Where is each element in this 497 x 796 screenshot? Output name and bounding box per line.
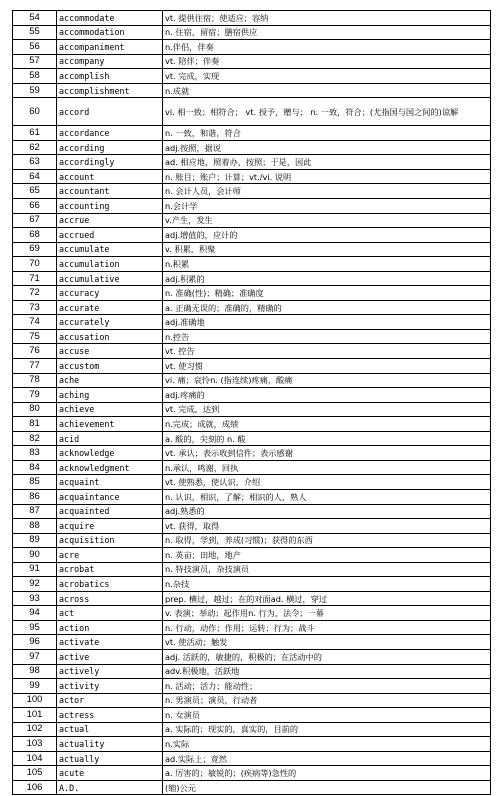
table-row [13, 708, 491, 723]
word-cell: achieve [57, 402, 163, 417]
table-row [13, 213, 491, 228]
word-cell: acknowledgment [57, 460, 163, 475]
word-cell: according [57, 140, 163, 155]
table-row [13, 329, 491, 344]
word-cell: accustom [57, 359, 163, 374]
table-row [13, 169, 491, 184]
row-number: 75 [13, 329, 57, 344]
row-number: 68 [13, 228, 57, 243]
meaning-cell: n.积累 [163, 257, 491, 272]
meaning-cell: adj.按照，据说 [163, 140, 491, 155]
word-cell: acquire [57, 519, 163, 534]
meaning-cell: v. 表演；举动；起作用n. 行为，法令；一幕 [163, 606, 491, 621]
vocabulary-rows [13, 11, 491, 795]
meaning-cell: a. 实际的；现实的，真实的，目前的 [163, 722, 491, 737]
word-cell: actress [57, 708, 163, 723]
word-cell: accommodate [57, 11, 163, 26]
vocabulary-table [12, 10, 491, 795]
table-row [13, 649, 491, 664]
row-number: 88 [13, 519, 57, 534]
table-row [13, 548, 491, 563]
word-cell: active [57, 649, 163, 664]
row-number: 87 [13, 504, 57, 519]
row-number: 102 [13, 722, 57, 737]
meaning-cell: adj.增值的，应计的 [163, 228, 491, 243]
row-number: 69 [13, 242, 57, 257]
meaning-cell: n. 会计人员，会计师 [163, 184, 491, 199]
table-row [13, 533, 491, 548]
row-number: 60 [13, 98, 57, 126]
meaning-cell: vt. 完成，达到 [163, 402, 491, 417]
table-row [13, 155, 491, 170]
meaning-cell: n. 女演员 [163, 708, 491, 723]
word-cell: acrobatics [57, 577, 163, 592]
row-number: 105 [13, 766, 57, 781]
word-cell: accusation [57, 329, 163, 344]
meaning-cell: adj.疼痛的 [163, 388, 491, 403]
word-cell: accomplishment [57, 83, 163, 98]
table-row [13, 475, 491, 490]
row-number: 65 [13, 184, 57, 199]
word-cell: ache [57, 373, 163, 388]
word-cell: activity [57, 679, 163, 694]
meaning-cell: vt. 使熟悉，使认识，介绍 [163, 475, 491, 490]
word-cell: accompaniment [57, 40, 163, 55]
meaning-cell: adv.积极地，活跃地 [163, 664, 491, 679]
meaning-cell: n.完成；成就，成绩 [163, 417, 491, 432]
row-number: 58 [13, 69, 57, 84]
row-number: 57 [13, 54, 57, 69]
row-number: 101 [13, 708, 57, 723]
row-number: 103 [13, 737, 57, 752]
table-row [13, 504, 491, 519]
meaning-cell: adj.准确地 [163, 315, 491, 330]
table-row [13, 591, 491, 606]
table-row [13, 228, 491, 243]
word-cell: actually [57, 751, 163, 766]
word-cell: activate [57, 635, 163, 650]
row-number: 100 [13, 693, 57, 708]
meaning-cell: adj.积累的 [163, 271, 491, 286]
row-number: 83 [13, 446, 57, 461]
word-cell: accommodation [57, 25, 163, 40]
meaning-cell: n. 特技演员，杂技演员 [163, 562, 491, 577]
table-row [13, 199, 491, 214]
table-row [13, 431, 491, 446]
row-number: 72 [13, 286, 57, 301]
word-cell: accrue [57, 213, 163, 228]
meaning-cell: n. 一致，和谐，符合 [163, 126, 491, 141]
table-row [13, 11, 491, 26]
row-number: 56 [13, 40, 57, 55]
meaning-cell: n.成就 [163, 83, 491, 98]
table-row [13, 271, 491, 286]
meaning-cell: n. 准确(性)；精确；准确度 [163, 286, 491, 301]
table-row [13, 83, 491, 98]
word-cell: accumulation [57, 257, 163, 272]
row-number: 77 [13, 359, 57, 374]
row-number: 92 [13, 577, 57, 592]
table-row [13, 69, 491, 84]
word-cell: aching [57, 388, 163, 403]
table-row [13, 388, 491, 403]
word-cell: action [57, 620, 163, 635]
table-row [13, 25, 491, 40]
word-cell: acquainted [57, 504, 163, 519]
word-cell: acquaint [57, 475, 163, 490]
table-row [13, 242, 491, 257]
meaning-cell: vt. 承认；表示收到信件；表示感谢 [163, 446, 491, 461]
meaning-cell: a. 正确无误的；准确的，精确的 [163, 300, 491, 315]
meaning-cell: v.产生，发生 [163, 213, 491, 228]
meaning-cell: n.杂技 [163, 577, 491, 592]
table-row [13, 679, 491, 694]
table-row [13, 751, 491, 766]
row-number: 98 [13, 664, 57, 679]
row-number: 64 [13, 169, 57, 184]
table-row [13, 417, 491, 432]
row-number: 90 [13, 548, 57, 563]
table-row [13, 562, 491, 577]
word-cell: acquaintance [57, 489, 163, 504]
word-cell: accomplish [57, 69, 163, 84]
meaning-cell: vi. 痛；哀怜n. (指连续)疼痛，酸痛 [163, 373, 491, 388]
meaning-cell: n. 住宿，留宿；膳宿供应 [163, 25, 491, 40]
row-number: 55 [13, 25, 57, 40]
meaning-cell: vt. 使习惯 [163, 359, 491, 374]
meaning-cell: n.伴侣，伴奏 [163, 40, 491, 55]
table-row [13, 635, 491, 650]
meaning-cell: vt. 陪伴；伴奏 [163, 54, 491, 69]
row-number: 73 [13, 300, 57, 315]
meaning-cell: n. 男演员；演员，行动者 [163, 693, 491, 708]
table-row [13, 693, 491, 708]
row-number: 78 [13, 373, 57, 388]
row-number: 99 [13, 679, 57, 694]
word-cell: acre [57, 548, 163, 563]
table-row [13, 359, 491, 374]
meaning-cell: n. 取得，学到，养成(习惯)；获得的东西 [163, 533, 491, 548]
row-number: 59 [13, 83, 57, 98]
word-cell: acknowledge [57, 446, 163, 461]
table-row [13, 373, 491, 388]
table-row [13, 98, 491, 126]
row-number: 85 [13, 475, 57, 490]
table-row [13, 766, 491, 781]
row-number: 66 [13, 199, 57, 214]
row-number: 106 [13, 780, 57, 795]
table-row [13, 664, 491, 679]
word-cell: accuracy [57, 286, 163, 301]
table-row [13, 184, 491, 199]
meaning-cell: (缩)公元 [163, 780, 491, 795]
meaning-cell: adj. 活跃的，敏捷的，积极的；在活动中的 [163, 649, 491, 664]
meaning-cell: vt. 使活动；触发 [163, 635, 491, 650]
word-cell: accuse [57, 344, 163, 359]
word-cell: accord [57, 98, 163, 126]
row-number: 89 [13, 533, 57, 548]
table-row [13, 402, 491, 417]
word-cell: actively [57, 664, 163, 679]
meaning-cell: n. 账目；账户；计算；vt./vi. 说明 [163, 169, 491, 184]
table-row [13, 606, 491, 621]
row-number: 82 [13, 431, 57, 446]
table-row [13, 126, 491, 141]
row-number: 81 [13, 417, 57, 432]
meaning-cell: vt. 控告 [163, 344, 491, 359]
word-cell: accurately [57, 315, 163, 330]
word-cell: actuality [57, 737, 163, 752]
row-number: 74 [13, 315, 57, 330]
row-number: 80 [13, 402, 57, 417]
table-row [13, 300, 491, 315]
word-cell: across [57, 591, 163, 606]
word-cell: accurate [57, 300, 163, 315]
meaning-cell: vt. 完成，实现 [163, 69, 491, 84]
table-row [13, 344, 491, 359]
table-row [13, 620, 491, 635]
word-cell: acquisition [57, 533, 163, 548]
word-cell: accompany [57, 54, 163, 69]
row-number: 54 [13, 11, 57, 26]
table-row [13, 140, 491, 155]
table-row [13, 519, 491, 534]
table-row [13, 54, 491, 69]
table-row [13, 722, 491, 737]
row-number: 96 [13, 635, 57, 650]
meaning-cell: n.控告 [163, 329, 491, 344]
row-number: 71 [13, 271, 57, 286]
row-number: 62 [13, 140, 57, 155]
word-cell: accrued [57, 228, 163, 243]
word-cell: accumulative [57, 271, 163, 286]
table-row [13, 780, 491, 795]
word-cell: actual [57, 722, 163, 737]
table-row [13, 460, 491, 475]
row-number: 63 [13, 155, 57, 170]
row-number: 76 [13, 344, 57, 359]
word-cell: accumulate [57, 242, 163, 257]
meaning-cell: n. 行动，动作；作用；运转；行为；战斗 [163, 620, 491, 635]
table-row [13, 737, 491, 752]
meaning-cell: n.承认，鸣谢，回执 [163, 460, 491, 475]
meaning-cell: vt. 提供住宿；使适应；容纳 [163, 11, 491, 26]
word-cell: acid [57, 431, 163, 446]
table-row [13, 40, 491, 55]
word-cell: acrobat [57, 562, 163, 577]
table-row [13, 577, 491, 592]
row-number: 84 [13, 460, 57, 475]
row-number: 94 [13, 606, 57, 621]
row-number: 95 [13, 620, 57, 635]
meaning-cell: n.会计学 [163, 199, 491, 214]
table-row [13, 446, 491, 461]
table-row [13, 489, 491, 504]
meaning-cell: n. 认识，相识，了解；相识的人，熟人 [163, 489, 491, 504]
word-cell: act [57, 606, 163, 621]
meaning-cell: n. 英亩；田地，地产 [163, 548, 491, 563]
meaning-cell: n. 活动；活力；能动性； [163, 679, 491, 694]
meaning-cell: vt. 获得，取得 [163, 519, 491, 534]
meaning-cell: ad. 相应地，照着办，按照；于是，因此 [163, 155, 491, 170]
word-cell: accountant [57, 184, 163, 199]
row-number: 104 [13, 751, 57, 766]
row-number: 70 [13, 257, 57, 272]
meaning-cell: ad.实际上；竟然 [163, 751, 491, 766]
row-number: 67 [13, 213, 57, 228]
table-row [13, 286, 491, 301]
word-cell: accordance [57, 126, 163, 141]
row-number: 91 [13, 562, 57, 577]
word-cell: achievement [57, 417, 163, 432]
meaning-cell: prep. 横过，越过；在的对面ad. 横过，穿过 [163, 591, 491, 606]
row-number: 79 [13, 388, 57, 403]
word-cell: actor [57, 693, 163, 708]
row-number: 61 [13, 126, 57, 141]
row-number: 97 [13, 649, 57, 664]
word-cell: acute [57, 766, 163, 781]
table-row [13, 315, 491, 330]
word-cell: accordingly [57, 155, 163, 170]
meaning-cell: vi. 相一致；相符合； vt. 授予，赠与； n. 一致，符合；(尤指国与国之间的)谅解 [163, 98, 491, 126]
row-number: 86 [13, 489, 57, 504]
meaning-cell: a. 酸的，尖刻的 n. 酸 [163, 431, 491, 446]
meaning-cell: v. 积累，积聚 [163, 242, 491, 257]
meaning-cell: n.实际 [163, 737, 491, 752]
row-number: 93 [13, 591, 57, 606]
meaning-cell: a. 厉害的；敏锐的；(疾病等)急性的 [163, 766, 491, 781]
word-cell: account [57, 169, 163, 184]
word-cell: accounting [57, 199, 163, 214]
table-row [13, 257, 491, 272]
meaning-cell: adj.熟悉的 [163, 504, 491, 519]
word-cell: A.D. [57, 780, 163, 795]
